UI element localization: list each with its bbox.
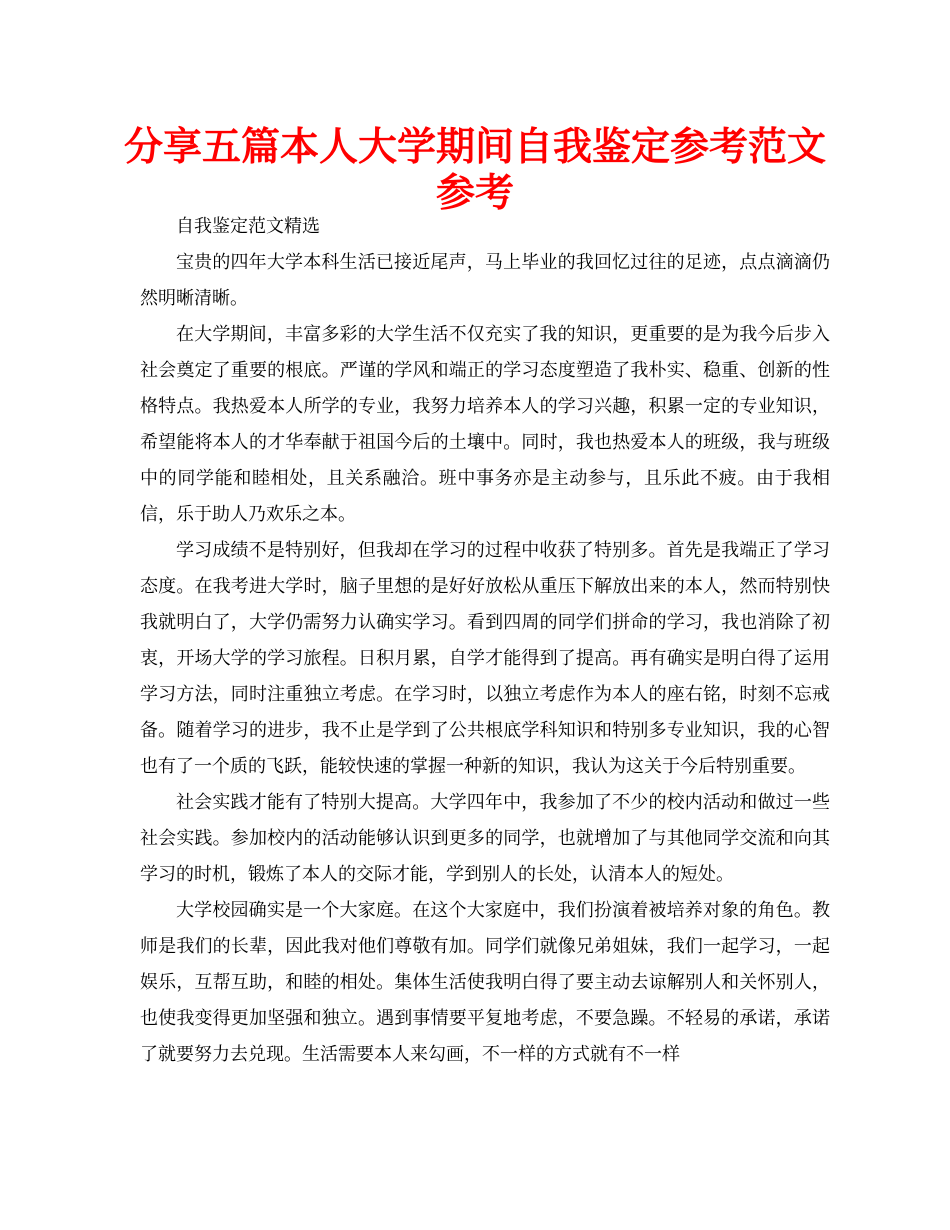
paragraph: 宝贵的四年大学本科生活已接近尾声，马上毕业的我回忆过往的足迹，点点滴滴仍然明晰清晰。 <box>140 252 830 309</box>
paragraph: 在大学期间，丰富多彩的大学生活不仅充实了我的知识，更重要的是为我今后步入社会奠定了重要的根底。严谨的学风和端正的学习态度塑造了我朴实、稳重、创新的性格特点。我热爱本人所学的专业，我努力培养本人的学习兴趣，积累一定的专业知识，希望能将本人的才华奉献于祖国今后的土壤中。同时，我也热爱本人的班级，我与班级中的同学能和睦相处，且关系融洽。班中事务亦是主动参与，且乐此不疲。由于我相信，乐于助人乃欢乐之本。 <box>140 324 830 525</box>
paragraph-subtitle: 自我鉴定范文精选 <box>176 216 320 237</box>
paragraph: 大学校园确实是一个大家庭。在这个大家庭中，我们扮演着被培养对象的角色。教师是我们的长辈，因此我对他们尊敬有加。同学们就像兄弟姐妹，我们一起学习，一起娱乐，互帮互助，和睦的相处。集体生活使我明白得了要主动去谅解别人和关怀别人，也使我变得更加坚强和独立。遇到事情要平复地考虑，不要急躁。不轻易的承诺，承诺了就要努力去兑现。生活需要本人来勾画，不一样的方式就有不一样 <box>140 900 830 1065</box>
paragraph: 社会实践才能有了特别大提高。大学四年中，我参加了不少的校内活动和做过一些社会实践。参加校内的活动能够认识到更多的同学，也就增加了与其他同学交流和向其学习的时机，锻炼了本人的交际才能，学到别人的长处，认清本人的短处。 <box>140 792 830 885</box>
paragraph: 学习成绩不是特别好，但我却在学习的过程中收获了特别多。首先是我端正了学习态度。在我考进大学时，脑子里想的是好好放松从重压下解放出来的本人，然而特别快我就明白了，大学仍需努力认确实学习。看到四周的同学们拼命的学习，我也消除了初衷，开场大学的学习旅程。日积月累，自学才能得到了提高。再有确实是明白得了运用学习方法，同时注重独立考虑。在学习时，以独立考虑作为本人的座右铭，时刻不忘戒备。随着学习的进步，我不止是学到了公共根底学科知识和特别多专业知识，我的心智也有了一个质的飞跃，能较快速的掌握一种新的知识，我认为这关于今后特别重要。 <box>140 540 830 777</box>
document-body <box>140 209 830 1073</box>
document-title-line-1: 分享五篇本人大学期间自我鉴定参考范文 <box>123 125 826 170</box>
document-title-line-2: 参考 <box>435 171 514 216</box>
